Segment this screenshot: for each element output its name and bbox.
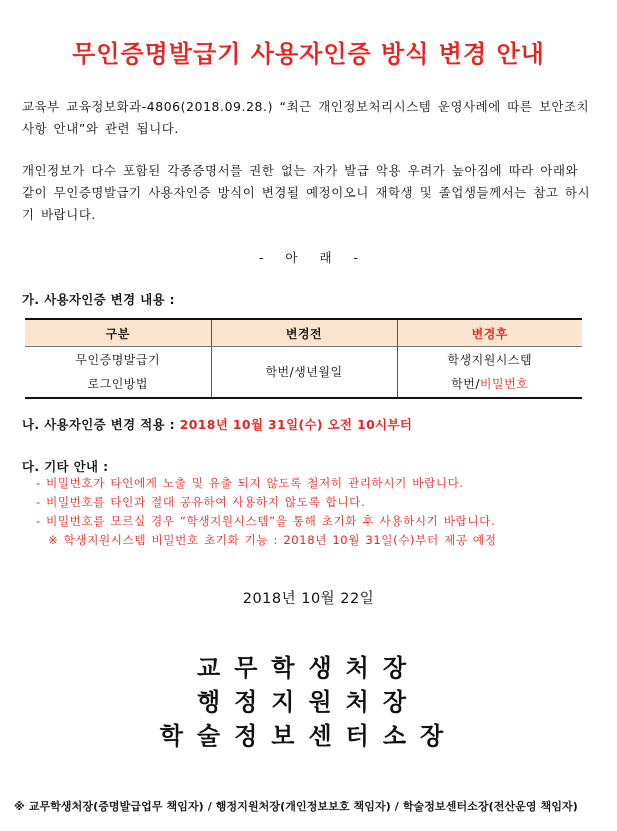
section-divider: - 아 래 - <box>258 250 359 265</box>
after-line-2 <box>398 372 583 396</box>
table-row <box>25 347 582 399</box>
category-line-2: 로그인방법 <box>87 377 148 391</box>
header-after: 변경후 <box>397 319 582 347</box>
category-line-1: 무인증명발급기 <box>75 353 161 367</box>
signer-3: 학술정보센터소장 <box>159 722 458 750</box>
table-header-row <box>25 319 582 347</box>
reset-note: ※ 학생지원시스템 비밀번호 초기화 기능 : 2018년 10월 31일(수)부터 제공 예정 <box>48 533 497 547</box>
section-b-value: 2018년 10월 31일(수) 오전 10시부터 <box>179 417 413 432</box>
after-highlight: 비밀번호 <box>479 377 529 391</box>
guidance-list <box>36 474 606 550</box>
intro-paragraph: 교육부 교육정보화과-4806(2018.09.28.) “최근 개인정보처리시스템 운영사례에 따른 보안조치 사항 안내”와 관련 됩니다. <box>22 99 590 136</box>
list-item: - 비밀번호를 모르실 경우 “학생지원시스템”을 통해 초기화 후 사용하시기 바랍니다. <box>36 514 496 528</box>
signer-1: 교무학생처장 <box>196 654 421 682</box>
body-paragraph: 개인정보가 다수 포함된 각종증명서를 권한 없는 자가 발급 악용 우려가 높아짐에 따라 아래와 같이 무인증명발급기 사용자인증 방식이 변경될 예정이오니 재학생 및 졸업생들께서는 참고 하시기 바랍니다. <box>22 163 591 222</box>
cell-before: 학번/생년월일 <box>211 347 397 399</box>
cell-after <box>397 347 582 399</box>
cell-category <box>25 347 211 399</box>
document-title: 무인증명발급기 사용자인증 방식 변경 안내 <box>72 40 545 68</box>
signer-2: 행정지원처장 <box>196 688 421 716</box>
document-date: 2018년 10월 22일 <box>242 591 375 607</box>
header-category: 구분 <box>25 319 211 347</box>
section-b-heading: 나. 사용자인증 변경 적용 : <box>22 417 176 432</box>
list-item: - 비밀번호가 타인에게 노출 및 유출 되지 않도록 철저히 관리하시기 바랍니다. <box>36 476 464 490</box>
change-table <box>25 318 582 399</box>
section-c-heading: 다. 기타 안내 : <box>22 459 109 474</box>
list-item: - 비밀번호를 타인과 절대 공유하여 사용하지 않도록 합니다. <box>36 495 366 509</box>
after-line-1: 학생지원시스템 <box>447 353 533 367</box>
after-prefix: 학번/ <box>451 377 480 391</box>
section-a-heading: 가. 사용자인증 변경 내용 : <box>22 292 176 307</box>
footer-note: ※ 교무학생처장(증명발급업무 책임자) / 행정지원처장(개인정보보호 책임자) / 학술정보센터소장(전산운영 책임자) <box>14 800 578 813</box>
section-b <box>22 415 412 433</box>
header-before: 변경전 <box>211 319 397 347</box>
